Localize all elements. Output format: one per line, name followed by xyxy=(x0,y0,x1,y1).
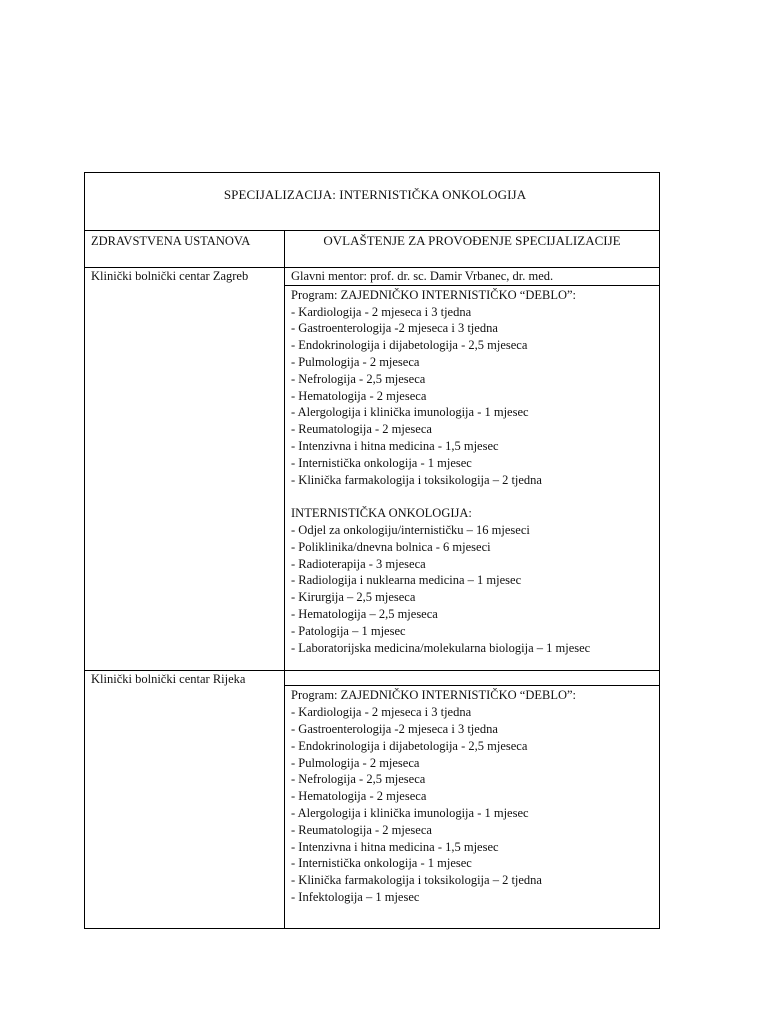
list-item: - Laboratorijska medicina/molekularna biologija – 1 mjesec xyxy=(291,640,591,655)
list-item: - Radiologija i nuklearna medicina – 1 mjesec xyxy=(291,573,522,588)
table-title: SPECIJALIZACIJA: INTERNISTIČKA ONKOLOGIJA xyxy=(223,187,527,203)
list-item: - Pulmologija - 2 mjeseca xyxy=(291,755,420,770)
program-block-zagreb xyxy=(285,285,660,671)
list-item: - Hematologija - 2 mjeseca xyxy=(291,789,427,804)
institution-row-zagreb xyxy=(85,268,660,286)
list-item: - Alergologija i klinička imunologija - 1 mjesec xyxy=(291,805,529,820)
list-item: - Gastroenterologija -2 mjeseca i 3 tjedna xyxy=(291,721,498,736)
list-item: - Endokrinologija i dijabetologija - 2,5 mjeseca xyxy=(291,738,528,753)
list-item: - Nefrologija - 2,5 mjeseca xyxy=(291,371,426,386)
list-item: - Kardiologija - 2 mjeseca i 3 tjedna xyxy=(291,705,472,720)
list-item: - Hematologija - 2 mjeseca xyxy=(291,388,427,403)
program-list-zagreb xyxy=(291,304,659,489)
program-title-rijeka: Program: ZAJEDNIČKO INTERNISTIČKO “DEBLO”: xyxy=(291,688,577,703)
list-item: - Reumatologija - 2 mjeseca xyxy=(291,822,432,837)
header-authorization: OVLAŠTENJE ZA PROVOĐENJE SPECIJALIZACIJE xyxy=(285,231,660,268)
list-item: - Reumatologija - 2 mjeseca xyxy=(291,422,432,437)
onco-title-zagreb: INTERNISTIČKA ONKOLOGIJA: xyxy=(291,506,472,521)
list-item: - Kirurgija – 2,5 mjeseca xyxy=(291,590,416,605)
list-item: - Intenzivna i hitna medicina - 1,5 mjesec xyxy=(291,438,499,453)
institution-name-rijeka: Klinički bolnički centar Rijeka xyxy=(85,671,285,928)
list-item: - Intenzivna i hitna medicina - 1,5 mjesec xyxy=(291,839,499,854)
specialization-table xyxy=(84,172,660,929)
list-item: - Gastroenterologija -2 mjeseca i 3 tjedna xyxy=(291,321,498,336)
onco-list-zagreb xyxy=(291,522,659,656)
list-item: - Nefrologija - 2,5 mjeseca xyxy=(291,772,426,787)
list-item: - Internistička onkologija - 1 mjesec xyxy=(291,856,472,871)
spacer xyxy=(291,488,659,505)
list-item: - Infektologija – 1 mjesec xyxy=(291,889,420,904)
list-item: - Odjel za onkologiju/internističku – 16 mjeseci xyxy=(291,522,530,537)
list-item: - Pulmologija - 2 mjeseca xyxy=(291,354,420,369)
program-block-rijeka xyxy=(285,686,660,928)
list-item: - Hematologija – 2,5 mjeseca xyxy=(291,606,438,621)
list-item: - Alergologija i klinička imunologija - 1 mjesec xyxy=(291,405,529,420)
list-item: - Klinička farmakologija i toksikologija – 2 tjedna xyxy=(291,472,542,487)
list-item: - Patologija – 1 mjesec xyxy=(291,623,406,638)
header-institution: ZDRAVSTVENA USTANOVA xyxy=(85,231,285,268)
list-item: - Radioterapija - 3 mjeseca xyxy=(291,556,426,571)
list-item: - Kardiologija - 2 mjeseca i 3 tjedna xyxy=(291,304,472,319)
list-item: - Internistička onkologija - 1 mjesec xyxy=(291,455,472,470)
list-item: - Klinička farmakologija i toksikologija – 2 tjedna xyxy=(291,873,542,888)
mentor-rijeka xyxy=(285,671,660,686)
institution-name-zagreb: Klinički bolnički centar Zagreb xyxy=(85,268,285,671)
header-row xyxy=(85,231,660,268)
program-title-zagreb: Program: ZAJEDNIČKO INTERNISTIČKO “DEBLO”: xyxy=(291,287,577,302)
list-item: - Endokrinologija i dijabetologija - 2,5 mjeseca xyxy=(291,338,528,353)
table-title-cell xyxy=(85,173,660,231)
list-item: - Poliklinika/dnevna bolnica - 6 mjeseci xyxy=(291,539,491,554)
mentor-zagreb: Glavni mentor: prof. dr. sc. Damir Vrbanec, dr. med. xyxy=(285,268,660,286)
title-row xyxy=(85,173,660,231)
program-list-rijeka xyxy=(291,704,659,906)
institution-row-rijeka xyxy=(85,671,660,686)
